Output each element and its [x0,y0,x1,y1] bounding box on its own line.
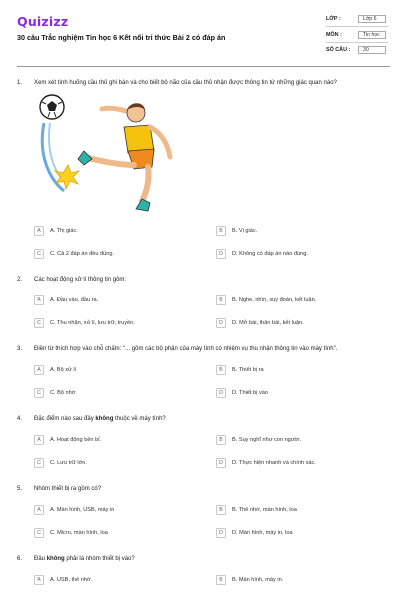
subject-value: Tin học [358,31,386,39]
option-letter-box: C [34,318,44,328]
question-text-part: Đặc điểm nào sau đây [34,416,96,422]
question-text [34,556,392,562]
question-number: 6. [17,556,23,562]
question-text: Điền từ thích hợp vào chỗ chấm: "... gồm các bộ phận của máy tính có nhiệm vụ thu nhận thông tin vào máy tính". [34,346,338,352]
option-letter-box: B [216,226,226,236]
option-letter-box: B [216,365,226,375]
option-letter-box: A [34,295,44,305]
option-text: C. Thu nhận, xử lí, lưu trữ, truyền. [50,319,135,326]
question-number: 4. [17,416,23,422]
option-text: C. Bộ nhớ [50,389,76,396]
option-text: A. Hoạt động bền bỉ. [50,436,102,443]
question-text-part: phải là nhóm thiết bị vào? [64,556,135,562]
document-header [0,0,400,66]
option-text: C. Micro, màn hình, loa [50,529,108,536]
question-number: 3. [17,346,23,352]
option-text: D. Mở bài, thân bài, kết luận. [232,319,304,326]
option-text: D. Màn hình, máy in, loa [232,529,293,536]
option-text: A. Đầu vào, đầu ra. [50,296,99,303]
option-text: D. Không có đáp án nào đúng. [232,250,308,257]
option-text: A. Thị giác. [50,227,78,234]
option-letter-box: B [216,505,226,515]
option-letter-box: A [34,226,44,236]
question-text [34,416,392,422]
option-letter-box: B [216,295,226,305]
option-letter-box: C [34,528,44,538]
soccer-player-illustration [38,93,188,215]
option-text: B. Suy nghĩ như con người. [232,436,301,443]
option-text: B. Thiết bị ra [232,366,264,373]
meta-divider [326,42,388,43]
option-letter-box: B [216,575,226,585]
question-text-emphasis: không [95,416,114,422]
option-text: C. Lưu trữ lớn. [50,459,87,466]
option-text: A. USB, thẻ nhớ. [50,576,93,583]
header-divider [17,66,390,67]
option-text: B. Nghe, nhìn, suy đoán, kết luận. [232,296,317,303]
option-letter-box: D [216,318,226,328]
option-text: D. Thực hiện nhanh và chính xác. [232,459,316,466]
question-count-value: 30 [358,46,386,54]
option-text: C. Cả 2 đáp án đều đúng. [50,250,115,257]
option-letter-box: B [216,435,226,445]
option-text: B. Màn hình, máy in. [232,576,284,583]
question-text-part: thuộc về máy tính? [113,416,166,422]
subject-label: MÔN : [326,32,342,38]
option-letter-box: A [34,435,44,445]
option-text: B. Thẻ nhớ, màn hình, loa [232,506,297,513]
question-number: 2. [17,277,23,283]
option-letter-box: A [34,575,44,585]
option-letter-box: D [216,458,226,468]
grade-label: LỚP : [326,16,341,22]
option-letter-box: C [34,388,44,398]
question-count-label: SỐ CÂU : [326,47,351,53]
option-letter-box: C [34,458,44,468]
soccer-ball-icon [40,95,64,119]
option-letter-box: D [216,388,226,398]
question-number: 1. [17,80,23,86]
option-letter-box: C [34,249,44,259]
option-letter-box: A [34,505,44,515]
quizizz-logo: Quizizz [17,14,69,29]
question-text: Xem xét tình huống cầu thủ ghi bàn và cho biết bộ não của cầu thủ nhận được thông tin từ những giác quan nào? [34,80,337,86]
option-letter-box: A [34,365,44,375]
question-text: Nhóm thiết bị ra gồm có? [34,486,102,492]
option-letter-box: D [216,528,226,538]
player-figure [78,103,170,211]
question-text-part: Đâu [34,556,47,562]
grade-value: Lớp 6 [358,15,386,23]
option-letter-box: D [216,249,226,259]
option-text: A. Màn hình, USB, máy in [50,506,115,513]
question-number: 5. [17,486,23,492]
option-text: B. Vị giác. [232,227,258,234]
option-text: A. Bộ xử lí [50,366,77,373]
document-title: 30 câu Trắc nghiệm Tin học 6 Kết nối tri thức Bài 2 có đáp án [17,33,226,42]
meta-divider [326,26,388,27]
question-text: Các hoạt động xử lí thông tin gồm: [34,277,127,283]
option-text: D. Thiết bị vào [232,389,268,396]
question-text-emphasis: không [46,556,65,562]
